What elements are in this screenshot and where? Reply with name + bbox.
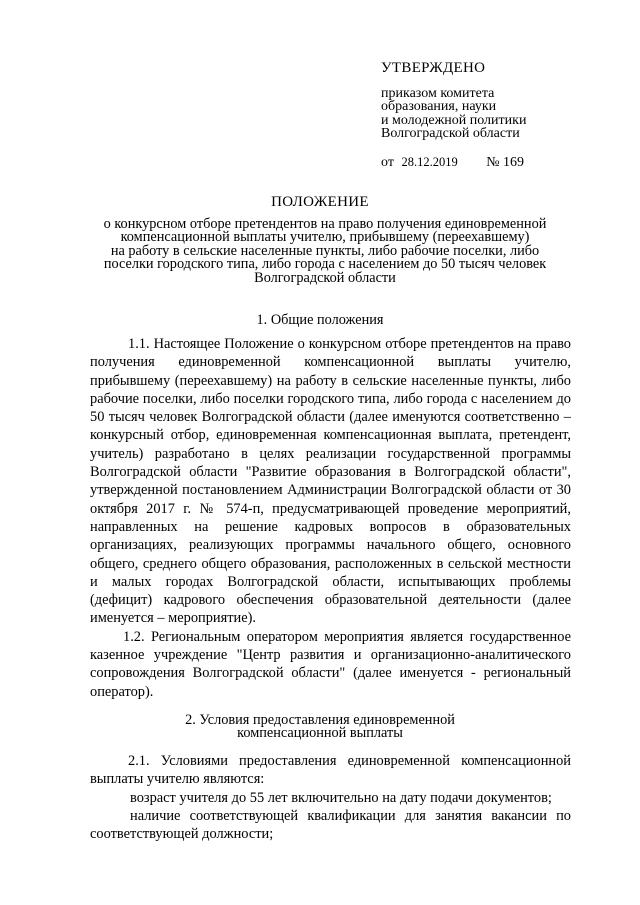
approval-line: и молодежной политики [381,112,527,128]
section-2-heading-line: 2. Условия предоставления единовременной [185,712,455,728]
section-2-body [90,752,571,843]
subtitle-line: о конкурсном отборе претендентов на право получения единовременной [103,216,547,232]
subtitle-line: на работу в сельские населенные пункты, либо рабочие поселки, либо [110,242,540,259]
approval-line: Волгоградской области [381,126,520,141]
from-label: от [381,154,394,170]
approval-line: приказом комитета [381,85,495,101]
paragraph-1-2: 1.2. Региональным оператором мероприятия является государственное казенное учреждение "Центр развития и организационно-аналитического сопровождения Волгоградской области" (далее именуется - региональный оператор). [90,628,571,700]
section-2-heading-line: компенсационной выплаты [237,725,403,742]
paragraph-1-1: 1.1. Настоящее Положение о конкурсном отборе претендентов на право получения единовременной компенсационной выплаты учителю, прибывшему (переехавшему) на работу в сельские населенные пункты, либо рабочие поселки, либо поселки городского типа, либо города с населением до 50 тысяч человек Волгоградской области (далее именуются соответственно – конкурсный отбор, единовременная компенсационная выплата, претендент, учитель) разработано в целях реализации государственной программы Волгоградской области "Развитие образования в Волгоградской области", утвержденной постановлением Администрации Волгоградской области от 30 октября 2017 г. № 574-п, предусматривающей проведение мероприятий, направленных на решение кадровых вопросов в образовательных организациях, реализующих программы начального общего, основного общего, среднего общего образования, расположенных в сельской местности и малых городах Волгоградской области, испытывающих проблемы (дефицит) кадрового обеспечения образовательной деятельности (далее именуется – мероприятие). [90,336,571,627]
paragraph-2-1: 2.1. Условиями предоставления единовременной компенсационной выплаты учителю являются: [90,753,571,788]
approval-order [381,156,611,170]
document-title: ПОЛОЖЕНИЕ [271,194,369,210]
approval-title: УТВЕРЖДЕНО [381,60,486,76]
subtitle-line: Волгоградской области [254,269,396,286]
section-2-heading [0,714,640,741]
approval-stamp [381,62,611,169]
paragraph-2-condition: наличие соответствующей квалификации для занятия вакансии по соответствующей должности; [90,807,571,843]
order-date: 28.12.2019 [401,154,458,169]
approval-line: образования, науки [381,99,497,114]
subtitle-line: компенсационной выплаты учителю, прибывшему (переехавшему) [120,229,530,246]
order-number: № 169 [486,154,525,170]
section-1-body [90,335,571,701]
subtitle-line: поселки городского типа, либо города с населением до 50 тысяч человек [103,256,547,273]
paragraph-2-condition: возраст учителя до 55 лет включительно на дату подачи документов; [130,789,552,806]
section-1-heading: 1. Общие положения [256,312,384,328]
document-subtitle [78,218,572,285]
